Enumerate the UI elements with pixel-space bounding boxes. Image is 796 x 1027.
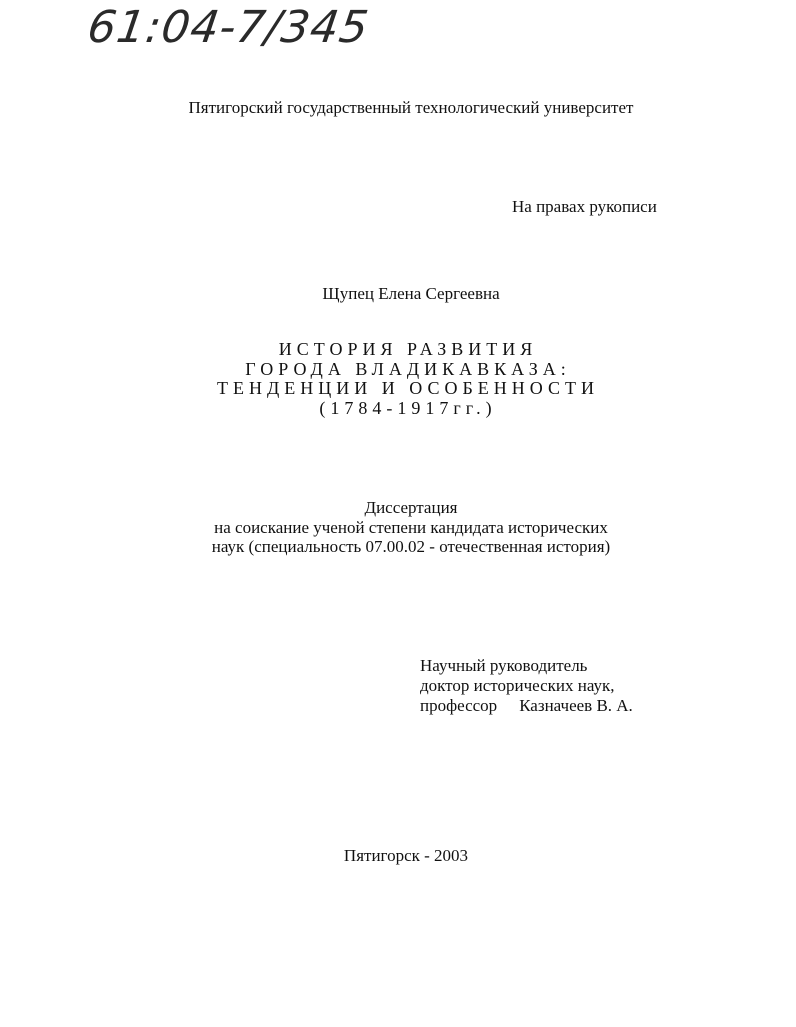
title-line: ТЕНДЕНЦИИ И ОСОБЕННОСТИ xyxy=(216,378,600,398)
supervisor-rank: профессор xyxy=(420,696,498,715)
description-line: на соискание ученой степени кандидата исторических xyxy=(214,517,608,537)
supervisor-block xyxy=(420,656,633,716)
supervisor-role: Научный руководитель xyxy=(420,656,588,675)
supervisor-rank-line xyxy=(420,696,633,716)
handwritten-catalog-number: 61:04-7/345 xyxy=(84,2,373,53)
supervisor-degree: доктор исторических наук, xyxy=(420,676,615,695)
supervisor-name: Казначеев В. А. xyxy=(519,696,633,715)
title-line: ИСТОРИЯ РАЗВИТИЯ xyxy=(278,339,538,359)
description-line: наук (специальность 07.00.02 - отечественная история) xyxy=(211,537,611,556)
university-name: Пятигорский государственный технологический университет xyxy=(188,98,634,117)
title-line: ГОРОДА ВЛАДИКАВКАЗА: xyxy=(245,358,571,379)
place-and-year: Пятигорск - 2003 xyxy=(343,846,469,865)
author-name: Щупец Елена Сергеевна xyxy=(322,284,500,303)
dissertation-title xyxy=(0,340,796,418)
rights-note: На правах рукописи xyxy=(512,197,657,216)
title-years: (1784-1917гг.) xyxy=(319,397,497,418)
dissertation-description xyxy=(0,498,796,557)
description-line: Диссертация xyxy=(364,498,458,517)
